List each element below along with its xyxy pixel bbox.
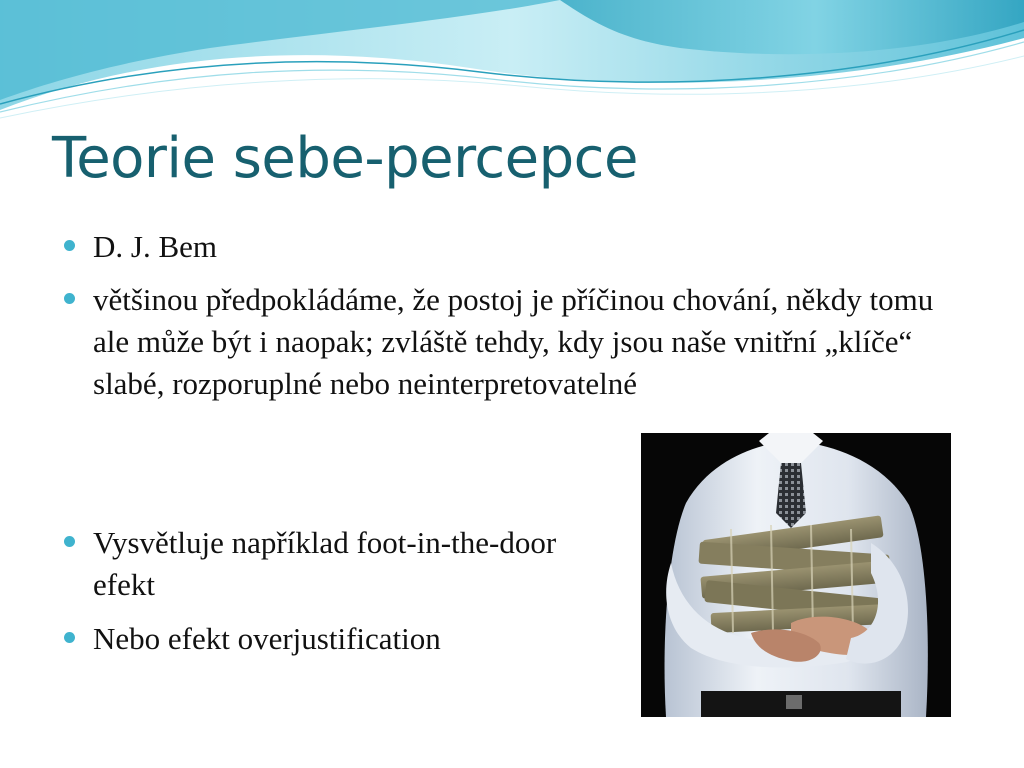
bullet-text: většinou předpokládáme, že postoj je příčinou chování, někdy tomu ale může být i naopak; zvláště tehdy, kdy jsou naše vnitřní „klíče“ slabé, rozporuplné nebo neinterpretovatelné bbox=[93, 282, 934, 401]
slide-title: Teorie sebe-percepce bbox=[52, 126, 638, 191]
bullet-item bbox=[93, 279, 963, 405]
bullet-text: D. J. Bem bbox=[93, 229, 217, 264]
bullet-dot-icon bbox=[64, 536, 75, 547]
bullet-dot-icon bbox=[64, 293, 75, 304]
bullet-dot-icon bbox=[64, 632, 75, 643]
bullet-text: Vysvětluje například foot-in-the-door efekt bbox=[93, 525, 557, 602]
bullet-item bbox=[93, 522, 573, 606]
bullet-text: Nebo efekt overjustification bbox=[93, 621, 441, 656]
bullet-item bbox=[93, 226, 293, 268]
bullet-dot-icon bbox=[64, 240, 75, 251]
man-holding-money-photo bbox=[641, 433, 951, 717]
bullet-item bbox=[93, 618, 613, 660]
